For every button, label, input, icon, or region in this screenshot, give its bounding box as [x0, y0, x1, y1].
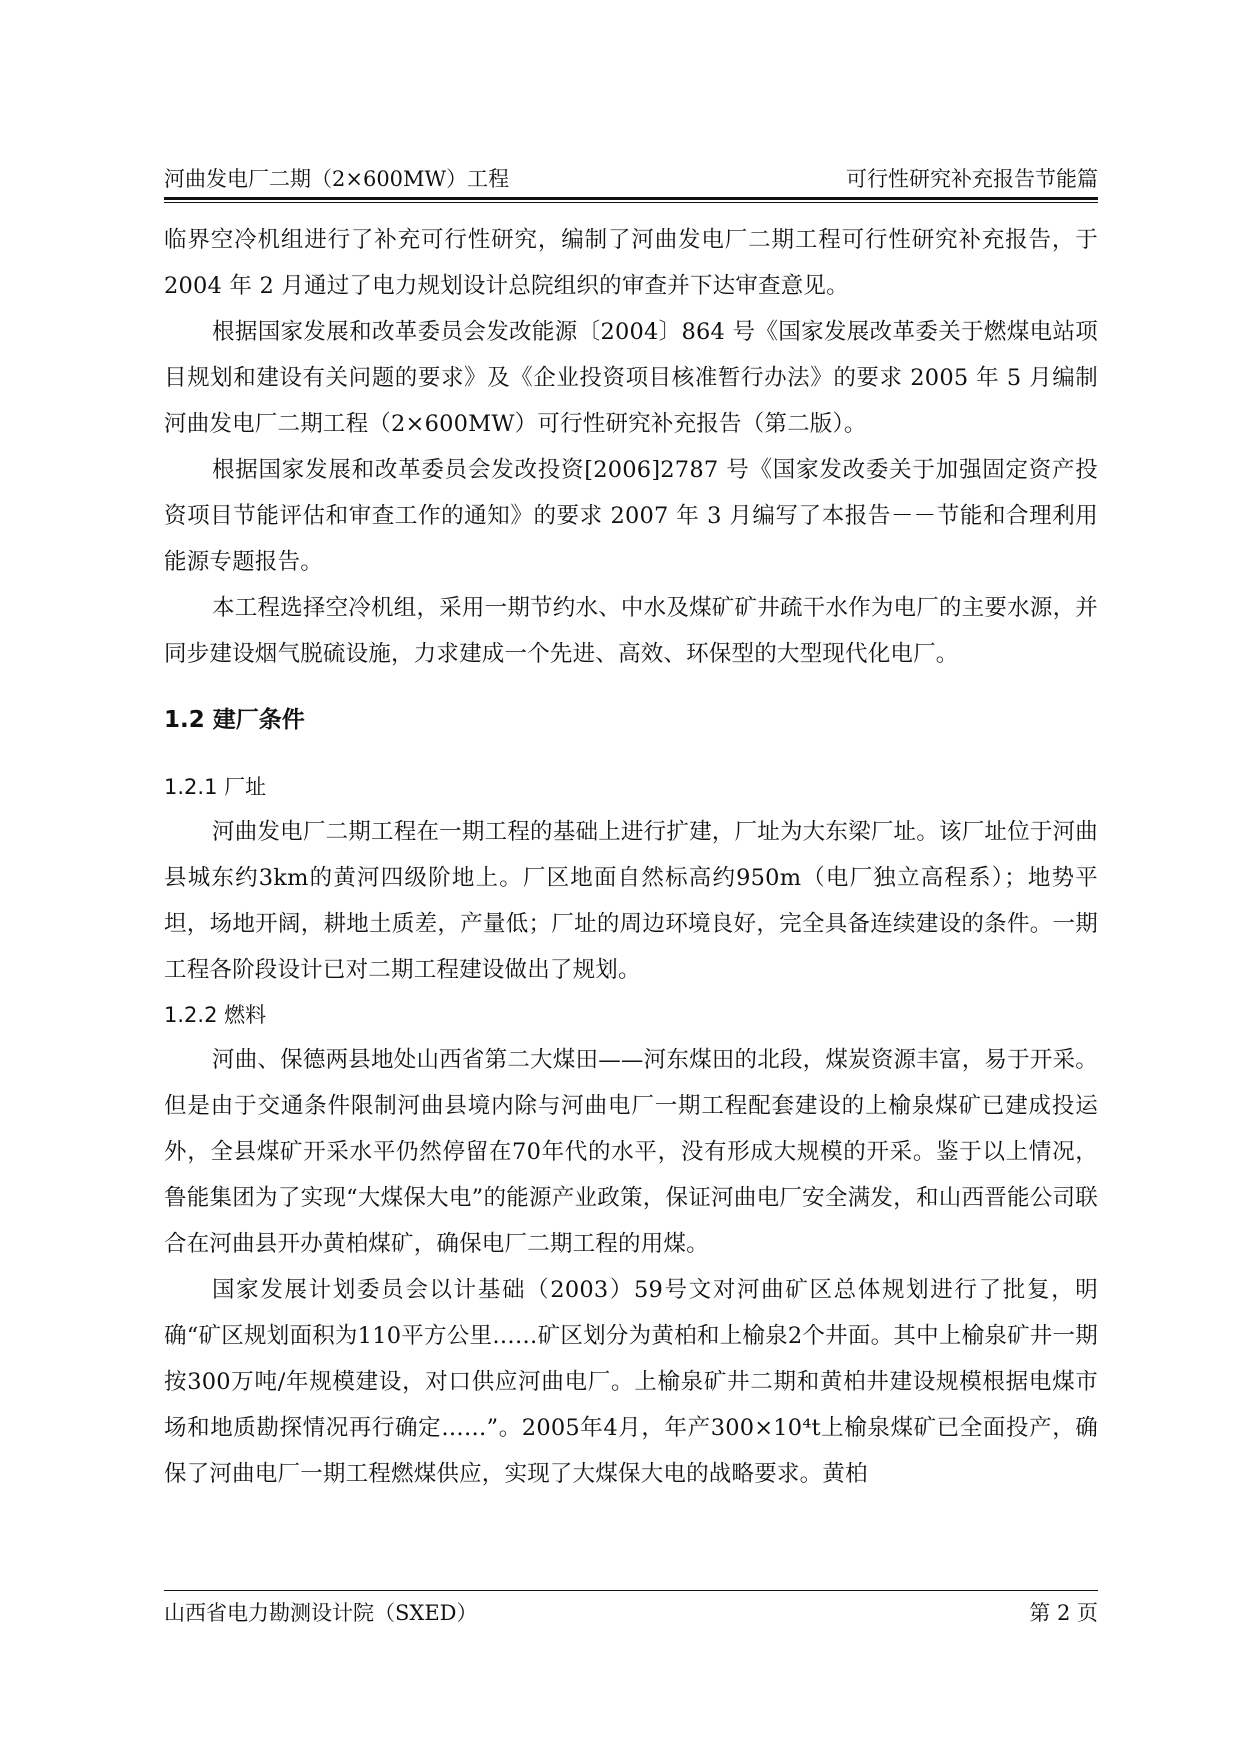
header-project-title: 河曲发电厂二期（2×600MW）工程: [164, 167, 510, 191]
page-header: [164, 162, 1098, 196]
paragraph-continued: 临界空冷机组进行了补充可行性研究，编制了河曲发电厂二期工程可行性研究补充报告，于 2004 年 2 月通过了电力规划设计总院组织的审查并下达审查意见。: [164, 227, 1098, 299]
header-rule-thin: [164, 202, 1098, 203]
header-report-title: 可行性研究补充报告节能篇: [846, 167, 1098, 191]
paragraph: 根据国家发展和改革委员会发改能源〔2004〕864 号《国家发展改革委关于燃煤电站项目规划和建设有关问题的要求》及《企业投资项目核准暂行办法》的要求 2005 年 5 月编制河曲发电厂二期工程（2×600MW）可行性研究补充报告（第二版）。: [164, 319, 1098, 437]
subsection-heading-fuel: 1.2.2 燃料: [164, 1003, 267, 1027]
page-number: 第 2 页: [1029, 1601, 1098, 1625]
page-body: [164, 217, 1098, 1497]
paragraph: 根据国家发展和改革委员会发改投资[2006]2787 号《国家发改委关于加强固定资产投资项目节能评估和审查工作的通知》的要求 2007 年 3 月编写了本报告－－节能和合理利用能源专题报告。: [164, 457, 1098, 575]
footer-rule: [164, 1590, 1098, 1591]
subsection-heading-site: 1.2.1 厂址: [164, 775, 267, 799]
section-heading: 1.2 建厂条件: [164, 707, 305, 733]
header-rule: [164, 197, 1098, 200]
paragraph: 河曲、保德两县地处山西省第二大煤田——河东煤田的北段，煤炭资源丰富，易于开采。但是由于交通条件限制河曲县境内除与河曲电厂一期工程配套建设的上榆泉煤矿已建成投运外，全县煤矿开采水平仍然停留在70年代的水平，没有形成大规模的开采。鉴于以上情况，鲁能集团为了实现“大煤保大电”的能源产业政策，保证河曲电厂安全满发，和山西晋能公司联合在河曲县开办黄柏煤矿，确保电厂二期工程的用煤。: [164, 1047, 1098, 1257]
paragraph: 河曲发电厂二期工程在一期工程的基础上进行扩建，厂址为大东梁厂址。该厂址位于河曲县城东约3km的黄河四级阶地上。厂区地面自然标高约950m（电厂独立高程系）；地势平坦，场地开阔，耕地土质差，产量低；厂址的周边环境良好，完全具备连续建设的条件。一期工程各阶段设计已对二期工程建设做出了规划。: [164, 819, 1098, 983]
footer-organization: 山西省电力勘测设计院（SXED）: [164, 1601, 478, 1625]
paragraph: 国家发展计划委员会以计基础（2003）59号文对河曲矿区总体规划进行了批复，明确“矿区规划面积为110平方公里……矿区划分为黄柏和上榆泉2个井面。其中上榆泉矿井一期按300万吨/年规模建设，对口供应河曲电厂。上榆泉矿井二期和黄柏井建设规模根据电煤市场和地质勘探情况再行确定……”。2005年4月，年产300×10⁴t上榆泉煤矿已全面投产，确保了河曲电厂一期工程燃煤供应，实现了大煤保大电的战略要求。黄柏: [164, 1277, 1098, 1487]
paragraph: 本工程选择空冷机组，采用一期节约水、中水及煤矿矿井疏干水作为电厂的主要水源，并同步建设烟气脱硫设施，力求建成一个先进、高效、环保型的大型现代化电厂。: [164, 595, 1098, 667]
